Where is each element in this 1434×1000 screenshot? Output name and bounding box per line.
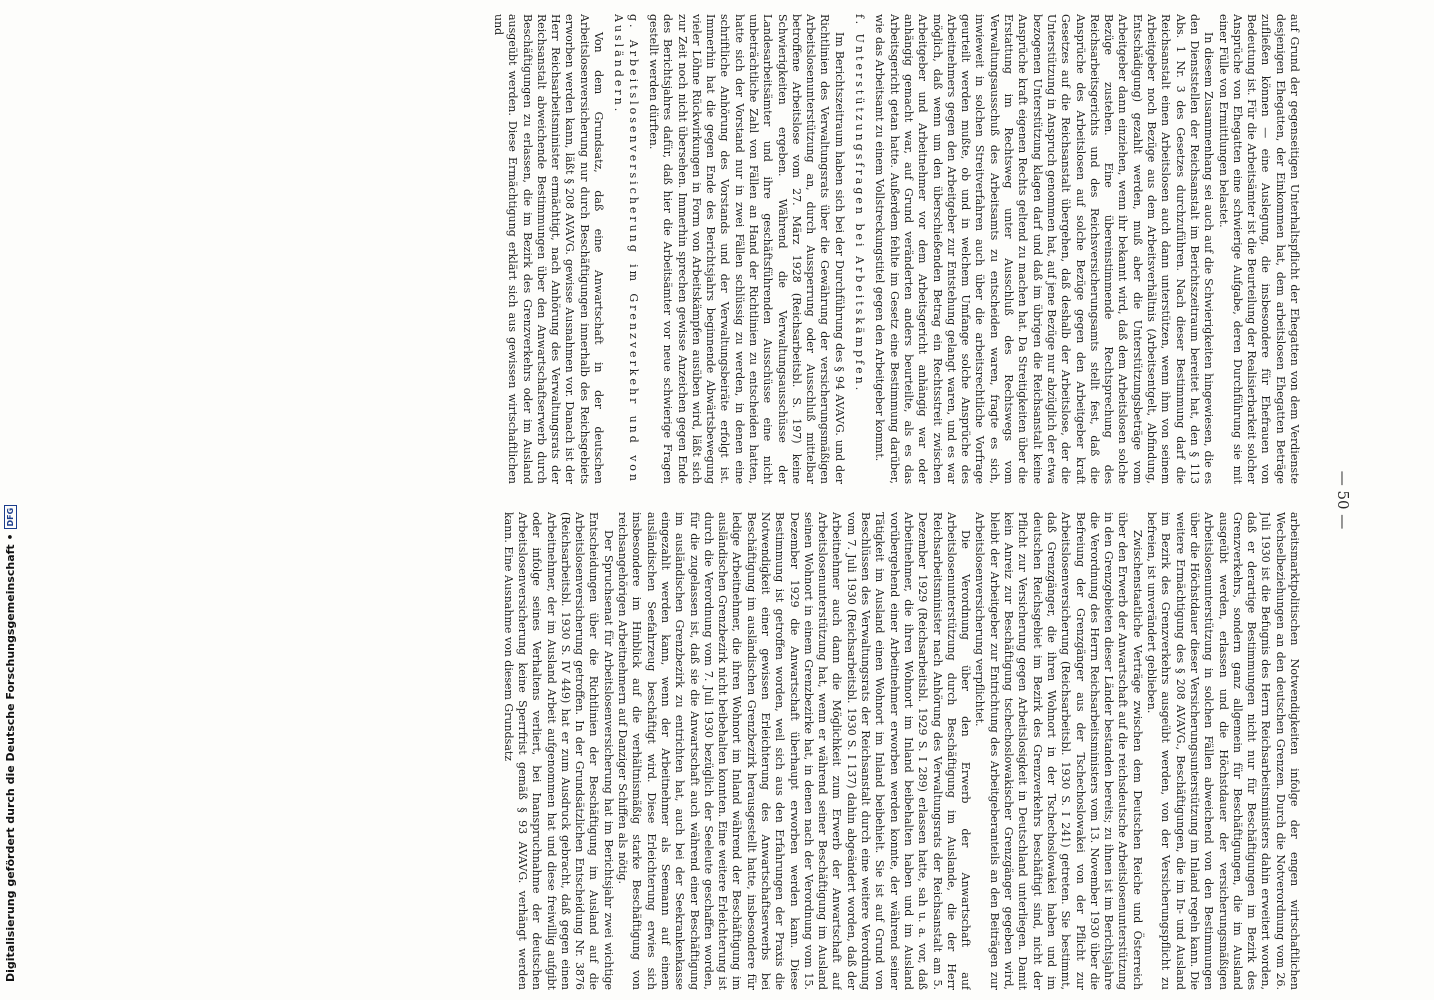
paragraph: Von dem Grundsatz, daß eine Anwartschaft in der deutschen Arbeitslosenversicherung nur durch Beschäftigungen innerhalb des Reichsgebiets erworben werden kann, läßt § 208 AVAVG. gewisse Ausnahmen vor. Danach ist der Herr Reichsarbeitsminister ermächtigt, nach Anhörung des Verwaltungsrats der Reichsanstalt abweichende Bestimmungen über den Anwartschaftserwerb durch Beschäftigungen zu erlassen, die im Bezirk des Grenzverkehrs oder im Ausland ausgeübt werden. Diese Ermächtigung erklärt sich aus gewissen wirtschaftlichen und: [491, 14, 606, 484]
page-number: — 50 —: [1334, 470, 1352, 530]
left-column: [111, 14, 1301, 484]
section-heading: f. Unterstützungsfragen bei Arbeitskämpfen.: [853, 14, 867, 394]
paragraph: Die Verordnung über den Erwerb der Anwartschaft auf Arbeitslosenunterstützung durch Beschäftigung im Auslande, die der Herr Reichsarbeitsminister nach Anhörung des Verwaltungsrats der Reichsanstalt am 5. Dezember 1929 (Reichsarbeitsbl. 1929 S. I 289) erlassen hatte, sah u. a. vor, daß Arbeitnehmer, die ihren Wohnort im Inland beibehalten haben und im Ausland vorübergehend einer Arbeitnehmer erworben werden konnte, der während seiner Tätigkeit im Ausland einen Wohnort im Inland beibehielt. Sie ist auf Grund von Beschlüssen des Verwaltungsrats der Reichsanstalt durch eine weitere Verordnung vom 7. Juli 1930 (Reichsarbeitsbl. 1930 S. I 137) dahin abgeändert worden, daß der Arbeitnehmer auch dann die Möglichkeit zum Erwerb der Anwartschaft auf Arbeitslosenunterstützung hat, wenn er während seiner Beschäftigung im Ausland seinen Wohnort in einem Grenzbezirke hat, in denen nach der Verordnung vom 15. Dezember 1929 die Anwartschaft überhaupt erworben werden kann. Diese Bestimmung ist getroffen worden, weil sich aus den Erfahrungen der Praxis die Notwendigkeit einer gewissen Erleichterung des Anwartschaftserwerbs bei Beschäftigung im ausländischen Grenzbezirk herausgestellt hatte, insbesondere für ledige Arbeitnehmer, die ihren Wohnort im Inland während der Beschäftigung im ausländischen Grenzbezirk nicht beibehalten konnten. Eine weitere Erleichterung ist durch die Verordnung vom 7. Juli 1930 bezüglich der Seeleute geschaffen worden, für die zugelassen ist, daß sie die Anwartschaft auch während einer Beschäftigung im ausländischen Grenzbezirk zu entrichten hat, auch bei der Seekrankenkasse eingezahlt werden kann, wenn der Arbeitnehmer als Seemann auf einem ausländischen Seefahrzeug beschäftigt wird. Diese Erleichterung erwies sich insbesondere im Hinblick auf die verhältnismäßig starke Beschäftigung von reichsangehörigen Arbeitnehmern auf Danziger Schiffen als nötig.: [616, 512, 973, 990]
footer-text: Digitalisierung gefördert durch die Deutsche Forschungsgemeinschaft •: [4, 533, 17, 982]
paragraph: auf Grund der gegenseitigen Unterhaltspflicht der Ehegatten von dem Verdienste desjenigen Ehegatten, der Einkommen hat, dem arbeitslosen Ehegatten Beträge zufließen können — eine Auslegung, die insbesondere für Ehefrauen von Bedeutung ist. Für die Arbeitsämter ist die Beurteilung der Realisierbarkeit solcher Ansprüche von Ehegatten eine schwierige Aufgabe, deren Durchführung sie mit einer Fülle von Ermittlungen belastet.: [1216, 14, 1301, 484]
paragraph: Der Spruchsenat für Arbeitslosenversicherung hat im Berichtsjahr zwei wichtige Entscheidungen über die Richtlinien der Beschäftigung im Ausland auf die Arbeitslosenversicherung getroffen. In der Grundsätzlichen Entscheidung Nr. 3876 (Reichsarbeitsbl. 1930 S. IV 449) hat er zum Ausdruck gebracht, daß gegen einen Arbeitnehmer, der im Ausland Arbeit aufgenommen hat und diese freiwillig aufgibt oder infolge seines Verhaltens verliert, bei Inanspruchnahme der deutschen Arbeitslosenversicherung keine Sperrfrist gemäß § 93 AVAVG. verhängt werden kann. Eine Ausnahme von diesem Grundsatz: [501, 512, 615, 990]
paragraph: Zwischenstaatliche Verträge zwischen dem Deutschen Reiche und Österreich über den Erwerb der Anwartschaft auf die reichsdeutsche Arbeitslosenunterstützung in den Grenzgebieten dieser Länder bestanden bereits; zu ihnen ist im Berichtsjahre die Verordnung des Herrn Reichsarbeitsministers vom 13. November 1930 über die Befreiung der Grenzgänger aus der Tschechoslowakei von der Pflicht zur Arbeitslosenversicherung (Reichsarbeitsbl. 1930 S. I 241) getreten. Sie bestimmt, daß Grenzgänger, die ihren Wohnort in der Tschechoslowakei haben und im deutschen Reichsgebiet im Bezirk des Grenzverkehrs beschäftigt sind, nicht der Pflicht zur Versicherung gegen Arbeitslosigkeit in Deutschland unterliegen. Damit kein Anreiz zur Beschäftigung tschechoslowakischer Grenzgänger gegeben wird, bleibt der Arbeitgeber zur Entrichtung des Arbeitgeberanteils an den Beiträgen zur Arbeitslosenversicherung verpflichtet.: [973, 512, 1144, 990]
digitization-footer: [0, 0, 24, 1000]
paragraph: arbeitsmarktpolitischen Notwendigkeiten infolge der engen wirtschaftlichen Wechselbeziehungen an den deutschen Grenzen. Durch die Notverordnung vom 26. Juli 1930 ist die Befugnis des Herrn Reichsarbeitsministers dahin erweitert worden, daß er derartige Bestimmungen nicht nur für Beschäftigungen im Bezirk des Grenzverkehrs, sondern ganz allgemein für Beschäftigungen, die im Ausland ausgeübt werden, erlassen und die Höchstdauer der versicherungsmäßigen Arbeitslosenunterstützung in solchen Fällen abweichend von den Bestimmungen über die Höchstdauer dieser Versicherungsunterstützung im Inland regeln kann. Die weitere Ermächtigung des § 208 AVAVG., Beschäftigungen, die im In- und Ausland im Bezirk des Grenzverkehrs ausgeübt werden, von der Versicherungspflicht zu befreien, ist unverändert geblieben.: [1145, 512, 1301, 990]
paragraph: Im Berichtszeitraum haben sich bei der Durchführung des § 94 AVAVG. und der Richtlinien des Verwaltungsrats über die Gewährung der versicherungsmäßigen Arbeitslosenunterstützung an, durch Aussperrung oder Ausschluß mittelbar betroffene Arbeitslose vom 27. März 1928 (Reichsarbeitsbl. S. 197) keine Schwierigkeiten ergeben. Während die Verwaltungsausschüsse der Landesarbeitsämter und ihre geschäftsführenden Ausschüsse eine nicht unbeträchtliche Zahl von Fällen an Hand der Richtlinien zu entscheiden hatten, hatte sich der Vorstand nur in zwei Fällen schlüssig zu werden, in denen eine schriftliche Anhörung des Vorstands und der Verwaltungsbeiräte erfolgt ist. Immerhin hat die gegen Ende des Berichtsjahrs beginnende Abwärtsbewegung vieler Löhne Rückwirkungen in Form von Arbeitskämpfen ausüben wird, läßt sich zur Zeit noch nicht übersehen. Immerhin sprechen gewisse Anzeichen gegen Ende des Berichtsjahres dafür, daß hier die Arbeitsämter vor neue schwierige Fragen gestellt werden dürften.: [646, 14, 846, 484]
dfg-logo: DFG: [4, 505, 17, 530]
section-heading: g. Arbeitslosenversicherung im Grenzverkehr und von Ausländern.: [612, 14, 640, 484]
paragraph: In diesem Zusammenhang sei auch auf die Schwierigkeiten hingewiesen, die es den Dienststellen der Reichsanstalt im Berichtszeitraum bereitet hat, den § 113 Abs. 1 Nr. 3 des Gesetzes durchzuführen. Nach dieser Bestimmung darf die Reichsanstalt einen Arbeitslosen auch dann unterstützen, wenn ihm von seinem Arbeitgeber noch Bezüge aus dem Arbeitsverhältnis (Arbeitsentgelt, Abfindung, Entschädigung) gezahlt werden, muß aber die Unterstützungsbeträge vom Arbeitgeber dann einziehen, wenn ihr bekannt wird, daß dem Arbeitslosen solche Bezüge zustehen. Eine übereinstimmende Rechtsprechung des Reichsarbeitsgerichts und des Reichsversicherungsamts stellt fest, daß die Ansprüche des Arbeitslosen auf solche Bezüge gegen den Arbeitgeber kraft Gesetzes auf die Reichsanstalt übergehen, daß deshalb der Arbeitslose, der die Unterstützung in Anspruch genommen hat, auf jene Bezüge nur abzüglich der etwa bezogenen Unterstützung klagen darf und daß im übrigen die Reichsanstalt keine Ansprüche kraft eigenen Rechts geltend zu machen hat. Da Streitigkeiten über die Erstattung im Rechtsweg unter Ausschluß des Rechtswegs vom Verwaltungsausschuß des Arbeitsamts zu entscheiden waren, fragte es sich, inwieweit in solchen Streitverfahren auch über die arbeitsrechtliche Vorfrage geurteilt werden mußte, ob und in welchem Umfange solche Ansprüche des Arbeitnehmers gegen den Arbeitgeber zur Entstehung gelangt waren, und es war möglich, daß wenn um den überschießenden Betrag ein Rechtsstreit zwischen Arbeitgeber und Arbeitnehmer vor dem Arbeitsgericht anhängig war oder anhängig gemacht war, auf Grund veränderten anders beurteilte, als es das Arbeitsgericht getan hatte. Außerdem fehlte im Gesetz eine Bestimmung darüber, wie das Arbeitsamt zu einem Vollstreckungstitel gegen den Arbeitgeber kommt.: [873, 14, 1216, 484]
right-column: [111, 512, 1301, 990]
